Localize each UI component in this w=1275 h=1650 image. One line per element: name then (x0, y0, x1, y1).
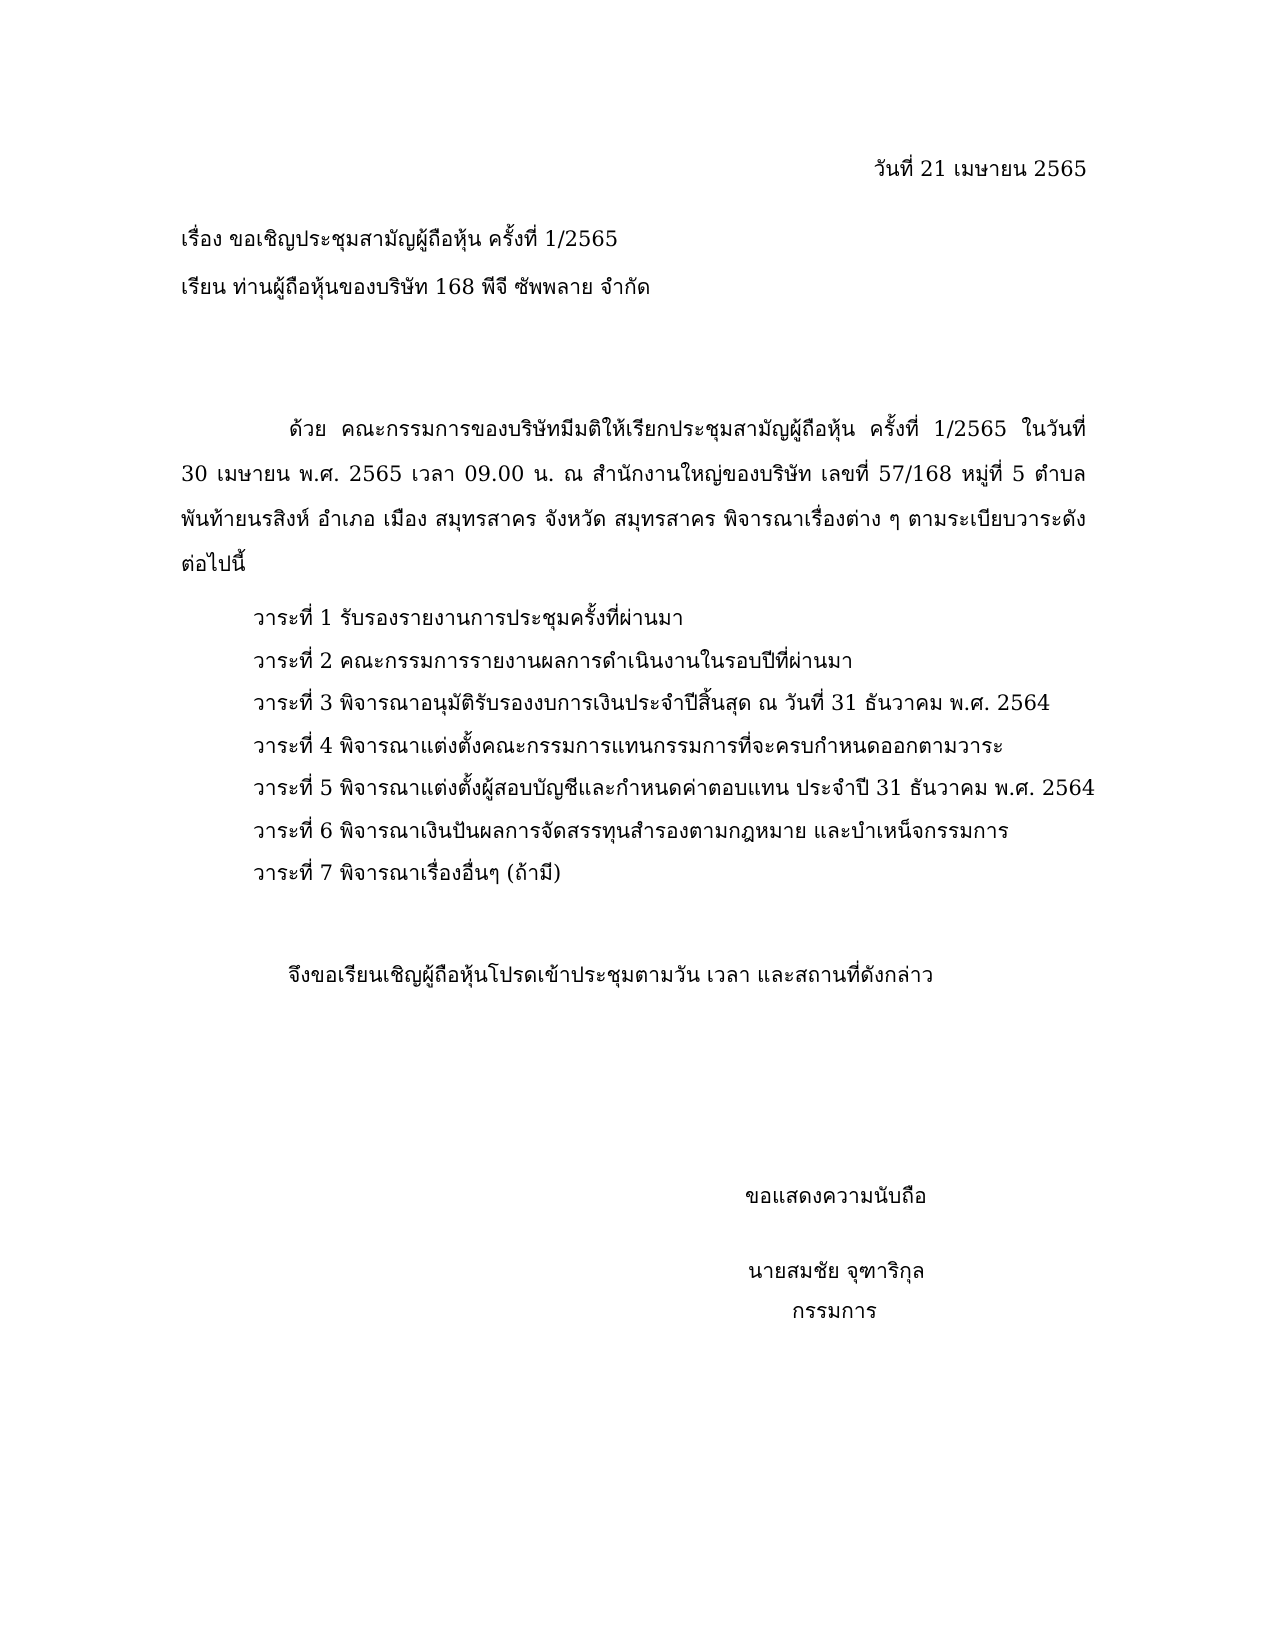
signature-regards: ขอแสดงความนับถือ (745, 1184, 927, 1208)
intro-paragraph: ด้วย คณะกรรมการของบริษัทมีมติให้เรียกประชุมสามัญผู้ถือหุ้น ครั้งที่ 1/2565 ในวันที่ 30 เมษายน พ.ศ. 2565 เวลา 09.00 น. ณ สำนักงานใหญ่ของบริษัท เลขที่ 57/168 หมู่ที่ 5 ตำบล พันท้ายนรสิงห์ อำเภอ เมือง สมุทรสาคร จังหวัด สมุทรสาคร พิจารณาเรื่องต่าง ๆ ตามระเบียบวาระดังต่อไปนี้ (181, 417, 1086, 576)
letter-recipient: เรียน ท่านผู้ถือหุ้นของบริษัท 168 พีจี ซัพพลาย จำกัด (181, 275, 651, 299)
agenda-item: วาระที่ 7 พิจารณาเรื่องอื่นๆ (ถ้ามี) (253, 861, 562, 885)
agenda-item: วาระที่ 1 รับรองรายงานการประชุมครั้งที่ผ่านมา (253, 606, 684, 630)
signature-name: นายสมชัย จุฑาริกุล (748, 1259, 925, 1283)
agenda-item: วาระที่ 6 พิจารณาเงินปันผลการจัดสรรทุนสำรองตามกฎหมาย และบำเหน็จกรรมการ (253, 818, 1009, 843)
agenda-item: วาระที่ 2 คณะกรรมการรายงานผลการดำเนินงานในรอบปีที่ผ่านมา (253, 648, 853, 673)
agenda-item: วาระที่ 5 พิจารณาแต่งตั้งผู้สอบบัญชีและกำหนดค่าตอบแทน ประจำปี 31 ธันวาคม พ.ศ. 2564 (253, 776, 1096, 800)
signature-title: กรรมการ (792, 1299, 877, 1323)
letter-date: วันที่ 21 เมษายน 2565 (873, 157, 1087, 181)
closing-sentence: จึงขอเรียนเชิญผู้ถือหุ้นโปรดเข้าประชุมตามวัน เวลา และสถานที่ดังกล่าว (288, 963, 934, 987)
agenda-item: วาระที่ 4 พิจารณาแต่งตั้งคณะกรรมการแทนกรรมการที่จะครบกำหนดออกตามวาระ (253, 733, 1004, 758)
agenda-item: วาระที่ 3 พิจารณาอนุมัติรับรองงบการเงินประจำปีสิ้นสุด ณ วันที่ 31 ธันวาคม พ.ศ. 2564 (253, 691, 1051, 715)
agenda-list (253, 597, 1095, 895)
letter-subject: เรื่อง ขอเชิญประชุมสามัญผู้ถือหุ้น ครั้งที่ 1/2565 (181, 227, 619, 251)
